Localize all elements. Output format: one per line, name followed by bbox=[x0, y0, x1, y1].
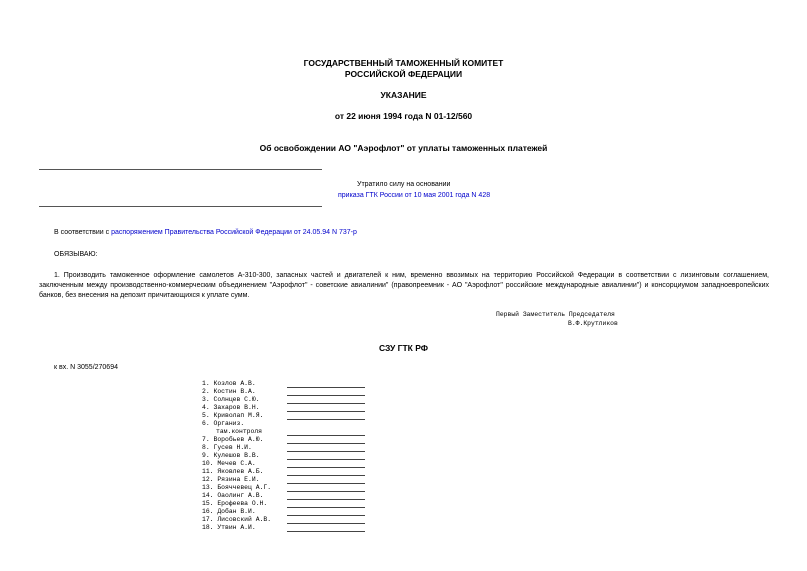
list-item: 4. Захаров В.Н. bbox=[202, 404, 372, 412]
item-1-paragraph: 1. Производить таможенное оформление самолетов А-310-300, запасных частей и двигателей к ним, временно ввозимых на территорию Российской Федерации в соответствии с лизинговым соглашением, заключенным между производственно-коммерческим объединением "Аэрофлот" - советские авиалинии" (правопреемник - АО "Аэрофлот" российские международные авиалинии") и консорциумом западноевропейских банков, без внесения на депозит причитающихся к уплате сумм. bbox=[39, 272, 769, 299]
list-item: 8. Гусев Н.И. bbox=[202, 444, 372, 452]
intro-prefix: В соответствии с bbox=[54, 229, 112, 236]
list-item: 1. Козлов А.В. bbox=[202, 380, 372, 388]
list-item: 17. Лисовский А.В. bbox=[202, 516, 372, 524]
list-item: 15. Ерофеева О.Н. bbox=[202, 500, 372, 508]
divider-bottom bbox=[39, 206, 322, 207]
list-item: 3. Солнцев С.Ю. bbox=[202, 396, 372, 404]
list-item: 10. Мечев С.А. bbox=[202, 460, 372, 468]
list-item: 13. Бояччевец А.Г. bbox=[202, 484, 372, 492]
list-item: 11. Яковлев А.Б. bbox=[202, 468, 372, 476]
list-item: 14. Оаолинг А.В. bbox=[202, 492, 372, 500]
org-name-line1: ГОСУДАРСТВЕННЫЙ ТАМОЖЕННЫЙ КОМИТЕТ bbox=[303, 58, 504, 68]
list-item: 2. Костин В.А. bbox=[202, 388, 372, 396]
divider-top bbox=[39, 169, 322, 170]
intro-paragraph bbox=[54, 229, 357, 236]
org-name-line2: РОССИЙСКОЙ ФЕДЕРАЦИИ bbox=[344, 69, 463, 79]
signature-line bbox=[287, 531, 365, 532]
list-item: 12. Рязина Е.И. bbox=[202, 476, 372, 484]
intro-link[interactable]: распоряжением Правительства Российской Федерации от 24.05.94 N 737-р bbox=[111, 229, 357, 236]
document-date-number: от 22 июня 1994 года N 01-12/560 bbox=[334, 111, 473, 121]
list-item: 6. Организ. bbox=[202, 420, 245, 427]
status-link[interactable]: приказа ГТК России от 10 мая 2001 года N 428 bbox=[338, 192, 491, 199]
status-text: Утратило силу на основании bbox=[357, 181, 451, 188]
document-type: УКАЗАНИЕ bbox=[380, 90, 427, 100]
list-item: 7. Воробьев А.Ю. bbox=[202, 436, 372, 444]
distribution-heading: СЗУ ГТК РФ bbox=[378, 343, 429, 353]
list-item: 18. Утвин А.И. bbox=[202, 524, 372, 532]
list-item: 16. Добан В.И. bbox=[202, 508, 372, 516]
signature-name: В.Ф.Крутликов bbox=[568, 320, 618, 327]
list-item: 9. Кулешов В.В. bbox=[202, 452, 372, 460]
incoming-number: к вх. N 3055/270694 bbox=[54, 364, 118, 371]
oblige-heading: ОБЯЗЫВАЮ: bbox=[54, 251, 98, 258]
signature-position: Первый Заместитель Председателя bbox=[496, 311, 615, 318]
list-item: 5. Криволап М.Я. bbox=[202, 412, 372, 420]
document-title: Об освобождении АО "Аэрофлот" от уплаты таможенных платежей bbox=[259, 143, 548, 153]
list-item: там.контроля bbox=[216, 428, 386, 436]
